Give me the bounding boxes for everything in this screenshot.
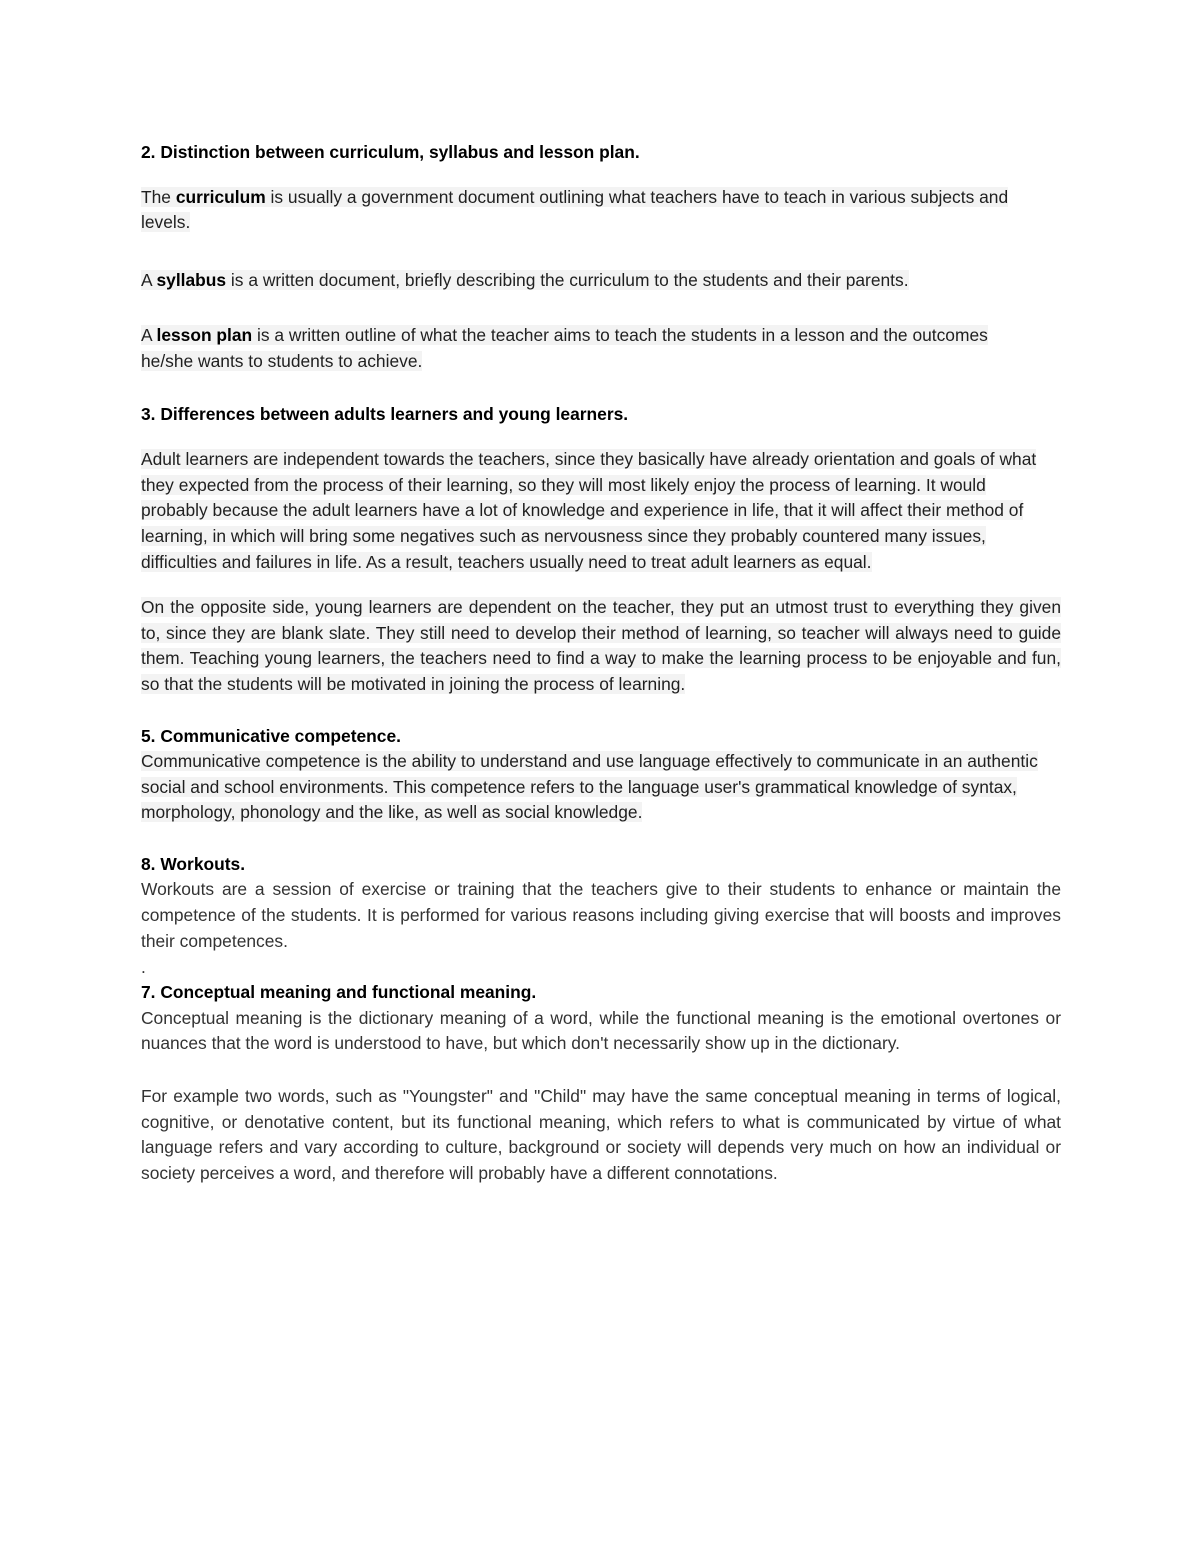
syllabus-prefix: A [141,269,157,290]
workouts-paragraph: Workouts are a session of exercise or training that the teachers give to their students to enhance or maintain the competence of the students. It is performed for various reasons including giving exercise that will boosts and improves their competences. [141,879,1061,951]
young-learners-text: On the opposite side, young learners are dependent on the teacher, they put an utmost trust to everything they given to, since they are blank slate. They still need to develop their method of learning, so teacher will always need to guide them. Teaching young learners, the teachers need to find a way to make the learning process to be enjoyable and fun, so that the students will be motivated in joining the process of learning. [141,597,1061,694]
lesson-plan-definition [141,323,1011,374]
section-8-heading: 8. Workouts. [141,853,246,874]
young-learners-paragraph [141,595,1061,697]
lesson-plan-prefix: A [141,325,157,346]
stray-dot: . [141,957,146,978]
communicative-competence-paragraph [141,749,1061,826]
curriculum-rest: is usually a government document outlining what teachers have to teach in various subjects and levels. [141,186,1009,233]
adult-learners-paragraph [141,447,1051,575]
conceptual-meaning-paragraph: Conceptual meaning is the dictionary meaning of a word, while the functional meaning is the emotional overtones or nuances that the word is understood to have, but which don't necessarily show up in the dictionary. [141,1007,1061,1054]
curriculum-term: curriculum [175,186,266,207]
document-page [141,140,1061,1186]
syllabus-term: syllabus [156,269,227,290]
syllabus-definition [141,268,1061,294]
section-2-heading: 2. Distinction between curriculum, syllabus and lesson plan. [141,142,640,162]
lesson-plan-rest: is a written outline of what the teacher aims to teach the students in a lesson and the outcomes he/she wants to students to achieve. [141,325,988,371]
example-paragraph: For example two words, such as "Youngster" and "Child" may have the same conceptual meaning in terms of logical, cognitive, or denotative content, but its functional meaning, which refers to what is communicated by virtue of what language refers and vary according to culture, background or society will depends very much on how an individual or society perceives a word, and therefore will probably have a different connotations. [141,1086,1061,1183]
section-5-heading: 5. Communicative competence. [141,725,401,746]
communicative-competence-text: Communicative competence is the ability to understand and use language effectively to communicate in an authentic social and school environments. This competence refers to the language user's grammatical knowledge of syntax, morphology, phonology and the like, as well as social knowledge. [141,751,1038,823]
section-3-heading: 3. Differences between adults learners and young learners. [141,403,629,424]
adult-learners-text: Adult learners are independent towards the teachers, since they basically have already orientation and goals of what they expected from the process of their learning, so they will most likely enjoy the process of learning. It would probably because the adult learners have a lot of knowledge and experience in life, that it will affect their method of learning, in which will bring some negatives such as nervousness since they probably countered many issues, difficulties and failures in life. As a result, teachers usually need to treat adult learners as equal. [141,449,1037,572]
curriculum-definition [141,185,1011,236]
curriculum-prefix: The [141,186,176,207]
lesson-plan-term: lesson plan [156,325,253,346]
section-7-heading: 7. Conceptual meaning and functional meaning. [141,982,537,1003]
syllabus-rest: is a written document, briefly describing the curriculum to the students and their parents. [226,269,909,290]
